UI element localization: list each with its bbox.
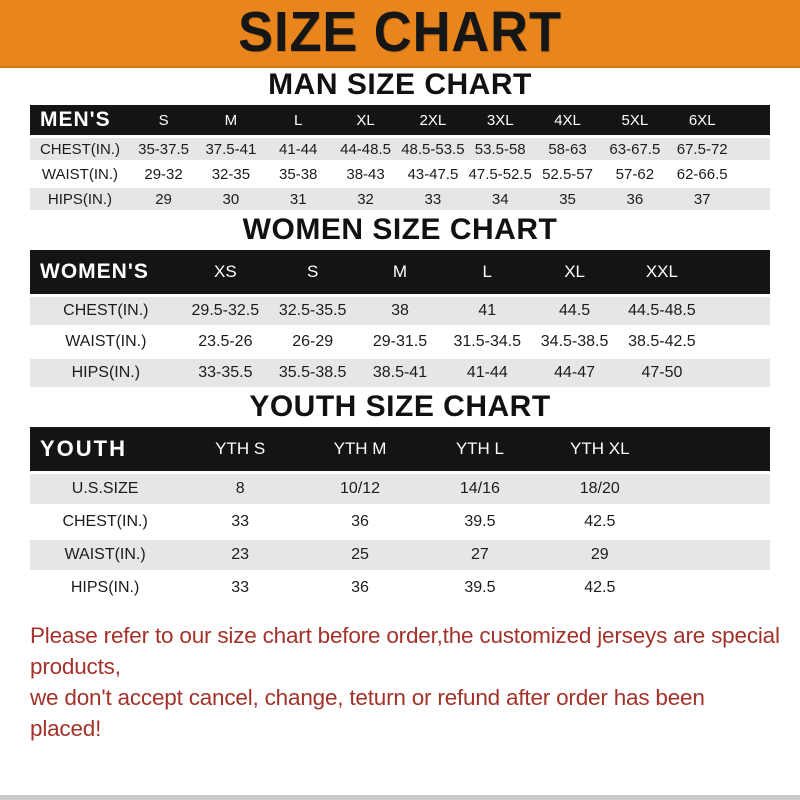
filler-cell — [706, 359, 770, 387]
disclaimer-text — [30, 620, 780, 744]
value-cell: 62-66.5 — [669, 163, 736, 185]
disclaimer-line-2: we don't accept cancel, change, teturn or refund after order has been placed! — [30, 685, 705, 741]
men-corner-label: MEN'S — [30, 105, 130, 135]
women-size-header: L — [444, 250, 531, 294]
filler-cell — [706, 250, 770, 294]
men-chest-row — [30, 138, 770, 160]
value-cell: 52.5-57 — [534, 163, 601, 185]
women-header-row — [30, 250, 770, 294]
youth-chest-row — [30, 507, 770, 537]
size-chart-banner — [0, 0, 800, 68]
women-hips-row — [30, 359, 770, 387]
women-size-table — [30, 247, 770, 390]
youth-size-header: YTH M — [300, 427, 420, 471]
men-size-header: XL — [332, 105, 399, 135]
value-cell: 34.5-38.5 — [531, 328, 618, 356]
value-cell: 33-35.5 — [182, 359, 269, 387]
value-cell: 47-50 — [618, 359, 705, 387]
value-cell: 32-35 — [197, 163, 264, 185]
men-hips-row — [30, 188, 770, 210]
row-label: CHEST(IN.) — [30, 138, 130, 160]
value-cell: 41 — [444, 297, 531, 325]
filler-cell — [706, 328, 770, 356]
youth-size-header: YTH S — [180, 427, 300, 471]
women-size-header: XXL — [618, 250, 705, 294]
men-size-header: 3XL — [467, 105, 534, 135]
value-cell: 41-44 — [444, 359, 531, 387]
value-cell: 10/12 — [300, 474, 420, 504]
value-cell: 38-43 — [332, 163, 399, 185]
value-cell: 14/16 — [420, 474, 540, 504]
value-cell: 23 — [180, 540, 300, 570]
youth-size-table — [30, 424, 770, 606]
filler-cell — [736, 188, 770, 210]
value-cell: 36 — [300, 573, 420, 603]
youth-section-heading: YOUTH SIZE CHART — [249, 390, 551, 423]
bottom-edge-divider — [0, 795, 800, 800]
value-cell: 48.5-53.5 — [399, 138, 466, 160]
youth-corner-label: YOUTH — [30, 427, 180, 471]
filler-cell — [660, 540, 770, 570]
youth-waist-row — [30, 540, 770, 570]
value-cell: 63-67.5 — [601, 138, 668, 160]
value-cell: 37.5-41 — [197, 138, 264, 160]
filler-cell — [736, 105, 770, 135]
value-cell: 35 — [534, 188, 601, 210]
row-label: HIPS(IN.) — [30, 573, 180, 603]
youth-size-header: YTH XL — [540, 427, 660, 471]
filler-cell — [660, 573, 770, 603]
disclaimer-line-1: Please refer to our size chart before order,the customized jerseys are special products, — [30, 623, 780, 679]
row-label: HIPS(IN.) — [30, 188, 130, 210]
filler-cell — [736, 163, 770, 185]
men-size-header: M — [197, 105, 264, 135]
men-size-header: L — [265, 105, 332, 135]
value-cell: 36 — [601, 188, 668, 210]
men-size-header: 4XL — [534, 105, 601, 135]
value-cell: 26-29 — [269, 328, 356, 356]
value-cell: 53.5-58 — [467, 138, 534, 160]
value-cell: 44.5 — [531, 297, 618, 325]
youth-size-header: YTH L — [420, 427, 540, 471]
value-cell: 36 — [300, 507, 420, 537]
value-cell: 39.5 — [420, 573, 540, 603]
value-cell: 43-47.5 — [399, 163, 466, 185]
men-size-header: 6XL — [669, 105, 736, 135]
value-cell: 35-37.5 — [130, 138, 197, 160]
women-size-header: M — [356, 250, 443, 294]
value-cell: 38 — [356, 297, 443, 325]
men-header-row — [30, 105, 770, 135]
filler-cell — [736, 138, 770, 160]
value-cell: 31.5-34.5 — [444, 328, 531, 356]
value-cell: 29-32 — [130, 163, 197, 185]
youth-hips-row — [30, 573, 770, 603]
men-size-header: 5XL — [601, 105, 668, 135]
women-size-header: XL — [531, 250, 618, 294]
row-label: CHEST(IN.) — [30, 297, 182, 325]
value-cell: 33 — [399, 188, 466, 210]
row-label: U.S.SIZE — [30, 474, 180, 504]
value-cell: 57-62 — [601, 163, 668, 185]
value-cell: 35-38 — [265, 163, 332, 185]
women-corner-label: WOMEN'S — [30, 250, 182, 294]
value-cell: 47.5-52.5 — [467, 163, 534, 185]
value-cell: 33 — [180, 507, 300, 537]
value-cell: 34 — [467, 188, 534, 210]
row-label: HIPS(IN.) — [30, 359, 182, 387]
value-cell: 37 — [669, 188, 736, 210]
filler-cell — [660, 427, 770, 471]
men-waist-row — [30, 163, 770, 185]
value-cell: 38.5-42.5 — [618, 328, 705, 356]
value-cell: 29-31.5 — [356, 328, 443, 356]
value-cell: 18/20 — [540, 474, 660, 504]
men-size-table — [30, 102, 770, 213]
row-label: WAIST(IN.) — [30, 328, 182, 356]
value-cell: 58-63 — [534, 138, 601, 160]
value-cell: 30 — [197, 188, 264, 210]
value-cell: 38.5-41 — [356, 359, 443, 387]
banner-title: SIZE CHART — [238, 0, 562, 64]
value-cell: 33 — [180, 573, 300, 603]
value-cell: 42.5 — [540, 507, 660, 537]
value-cell: 23.5-26 — [182, 328, 269, 356]
women-size-header: XS — [182, 250, 269, 294]
value-cell: 41-44 — [265, 138, 332, 160]
filler-cell — [706, 297, 770, 325]
women-chest-row — [30, 297, 770, 325]
value-cell: 39.5 — [420, 507, 540, 537]
value-cell: 35.5-38.5 — [269, 359, 356, 387]
row-label: WAIST(IN.) — [30, 540, 180, 570]
men-size-header: S — [130, 105, 197, 135]
women-size-header: S — [269, 250, 356, 294]
filler-cell — [660, 474, 770, 504]
value-cell: 31 — [265, 188, 332, 210]
value-cell: 29.5-32.5 — [182, 297, 269, 325]
women-section-heading: WOMEN SIZE CHART — [242, 213, 558, 246]
value-cell: 29 — [540, 540, 660, 570]
value-cell: 25 — [300, 540, 420, 570]
value-cell: 42.5 — [540, 573, 660, 603]
value-cell: 32 — [332, 188, 399, 210]
value-cell: 67.5-72 — [669, 138, 736, 160]
value-cell: 8 — [180, 474, 300, 504]
youth-header-row — [30, 427, 770, 471]
value-cell: 32.5-35.5 — [269, 297, 356, 325]
men-section-heading: MAN SIZE CHART — [268, 68, 532, 101]
value-cell: 44-48.5 — [332, 138, 399, 160]
men-size-header: 2XL — [399, 105, 466, 135]
value-cell: 44.5-48.5 — [618, 297, 705, 325]
row-label: WAIST(IN.) — [30, 163, 130, 185]
value-cell: 44-47 — [531, 359, 618, 387]
filler-cell — [660, 507, 770, 537]
youth-ussize-row — [30, 474, 770, 504]
women-waist-row — [30, 328, 770, 356]
value-cell: 29 — [130, 188, 197, 210]
row-label: CHEST(IN.) — [30, 507, 180, 537]
value-cell: 27 — [420, 540, 540, 570]
